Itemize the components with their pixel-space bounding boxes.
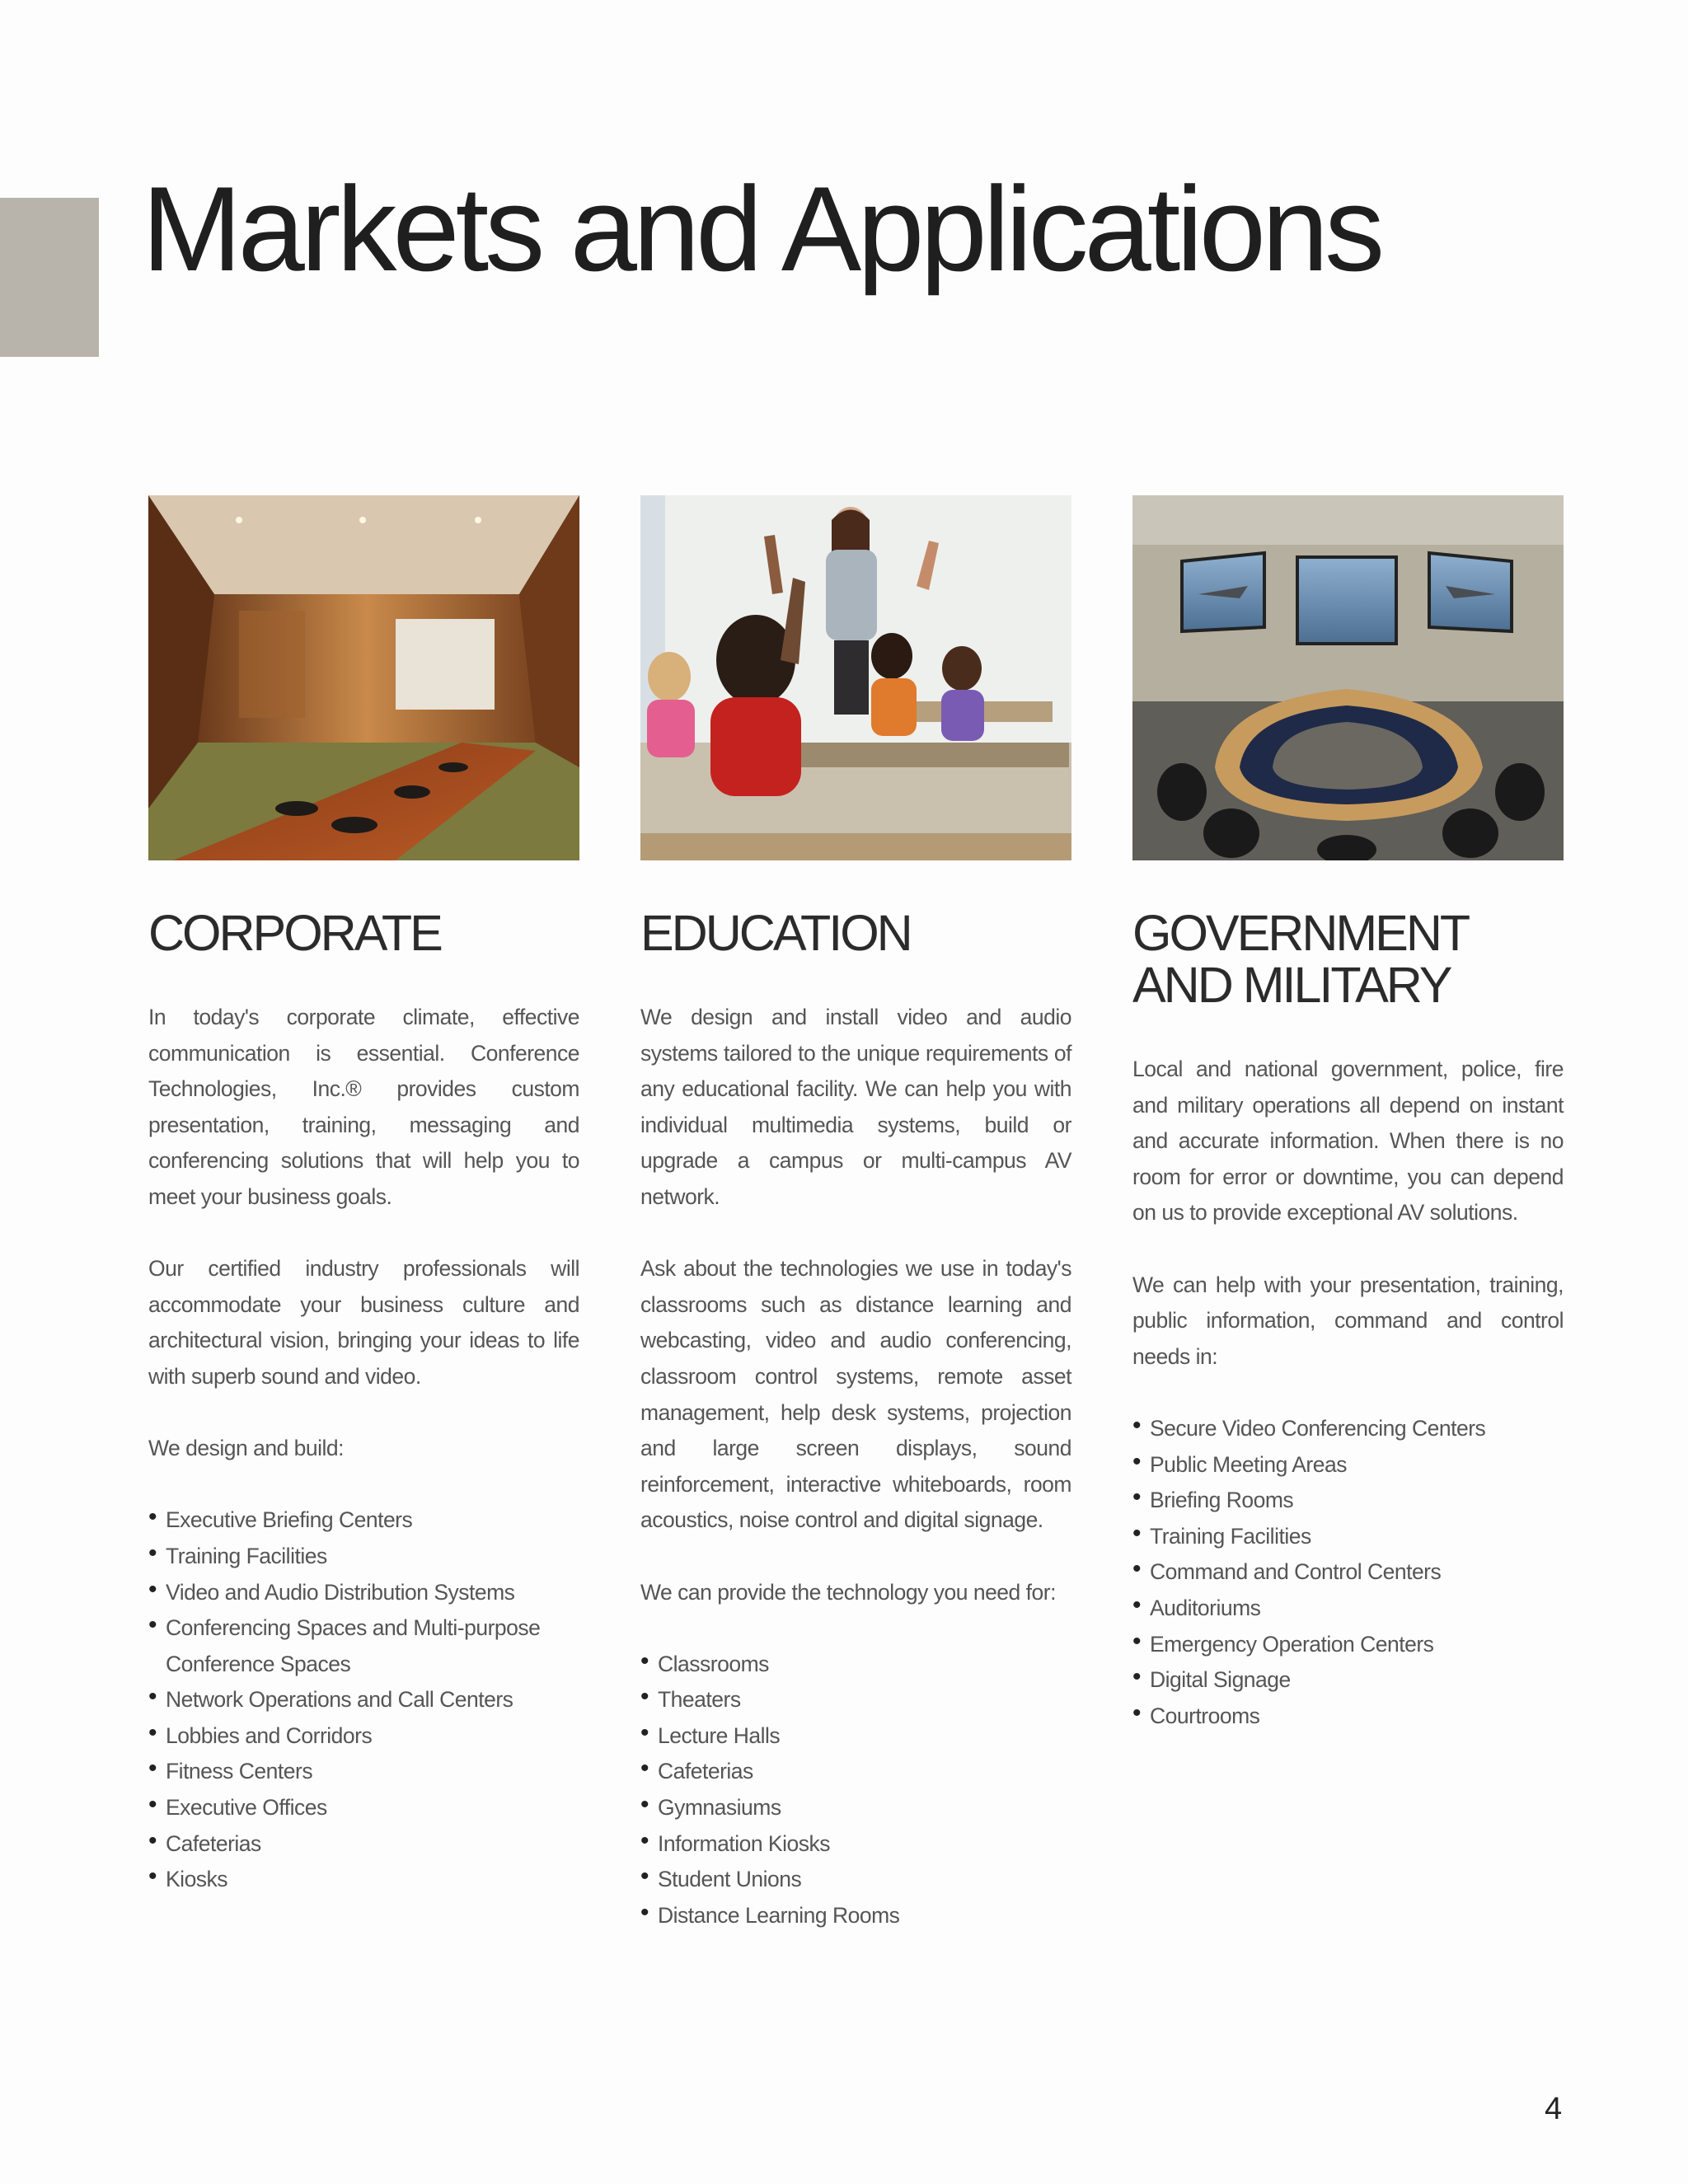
list-item: • Command and Control Centers bbox=[1132, 1554, 1564, 1591]
corporate-heading: CORPORATE bbox=[148, 905, 441, 961]
corporate-column bbox=[148, 495, 579, 1898]
list-item: • Training Facilities bbox=[148, 1539, 579, 1575]
list-item: • Cafeterias bbox=[640, 1754, 1071, 1790]
government-list bbox=[1132, 1411, 1564, 1734]
page-title: Markets and Applications bbox=[142, 162, 1381, 296]
government-column bbox=[1132, 495, 1564, 1734]
education-paragraph: We design and install video and audio systems tailored to the unique requirements of any educational facility. We can help you with individual multimedia systems, build or upgrade a campus or multi-campus AV network. bbox=[640, 1005, 1071, 1209]
list-item: • Video and Audio Distribution Systems bbox=[148, 1575, 579, 1611]
corporate-list bbox=[148, 1502, 579, 1898]
education-heading: EDUCATION bbox=[640, 905, 911, 961]
list-item: • Training Facilities bbox=[1132, 1519, 1564, 1555]
list-item: • Theaters bbox=[640, 1682, 1071, 1718]
list-item: • Courtrooms bbox=[1132, 1699, 1564, 1735]
list-item: • Emergency Operation Centers bbox=[1132, 1627, 1564, 1663]
list-item: • Distance Learning Rooms bbox=[640, 1898, 1071, 1934]
corporate-paragraph: Our certified industry professionals will accommodate your business culture and architectural vision, bringing your ideas to life with superb sound and video. bbox=[148, 1256, 579, 1389]
list-item: • Executive Briefing Centers bbox=[148, 1502, 579, 1539]
education-list bbox=[640, 1647, 1071, 1934]
list-item: • Lobbies and Corridors bbox=[148, 1718, 579, 1755]
list-item: • Gymnasiums bbox=[640, 1790, 1071, 1826]
list-item: • Fitness Centers bbox=[148, 1754, 579, 1790]
government-body bbox=[1132, 1052, 1564, 1734]
corporate-boardroom-photo bbox=[148, 495, 579, 860]
command-center-photo bbox=[1132, 495, 1564, 860]
list-item: • Auditoriums bbox=[1132, 1591, 1564, 1627]
list-item: • Digital Signage bbox=[1132, 1662, 1564, 1699]
corporate-list-intro: We design and build: bbox=[148, 1436, 345, 1461]
government-heading: GOVERNMENT AND MILITARY bbox=[1132, 905, 1468, 1013]
government-paragraph: Local and national government, police, fire and military operations all depend on instant and accurate information. When there is no room for error or downtime, you can depend on us to provide exceptional AV solutions. bbox=[1132, 1057, 1564, 1226]
list-item: • Network Operations and Call Centers bbox=[148, 1682, 579, 1718]
list-item: • Conferencing Spaces and Multi-purpose Conference Spaces bbox=[148, 1610, 579, 1682]
corporate-body bbox=[148, 1000, 579, 1898]
list-item: • Information Kiosks bbox=[640, 1826, 1071, 1863]
page-number: 4 bbox=[1545, 2092, 1563, 2126]
government-paragraph: We can help with your presentation, training, public information, command and control needs in: bbox=[1132, 1272, 1564, 1369]
education-list-intro: We can provide the technology you need for: bbox=[640, 1579, 1056, 1605]
accent-block bbox=[0, 198, 99, 357]
education-column bbox=[640, 495, 1071, 1933]
list-item: • Kiosks bbox=[148, 1862, 579, 1898]
list-item: • Briefing Rooms bbox=[1132, 1483, 1564, 1519]
list-item: • Secure Video Conferencing Centers bbox=[1132, 1411, 1564, 1447]
list-item: • Classrooms bbox=[640, 1647, 1071, 1683]
classroom-photo bbox=[640, 495, 1071, 860]
list-item: • Cafeterias bbox=[148, 1826, 579, 1863]
corporate-paragraph: In today's corporate climate, effective communication is essential. Conference Technologies, Inc.® provides custom presentation, training, messaging and conferencing solutions that will help you to meet your business goals. bbox=[148, 1005, 579, 1209]
education-paragraph: Ask about the technologies we use in today's classrooms such as distance learning and webcasting, video and audio conferencing, classroom control systems, remote asset management, help desk systems, projection and large screen displays, sound reinforcement, interactive whiteboards, room acoustics, noise control and digital signage. bbox=[640, 1256, 1071, 1533]
list-item: • Lecture Halls bbox=[640, 1718, 1071, 1755]
list-item: • Public Meeting Areas bbox=[1132, 1447, 1564, 1483]
list-item: • Student Unions bbox=[640, 1862, 1071, 1898]
list-item: • Executive Offices bbox=[148, 1790, 579, 1826]
education-body bbox=[640, 1000, 1071, 1933]
